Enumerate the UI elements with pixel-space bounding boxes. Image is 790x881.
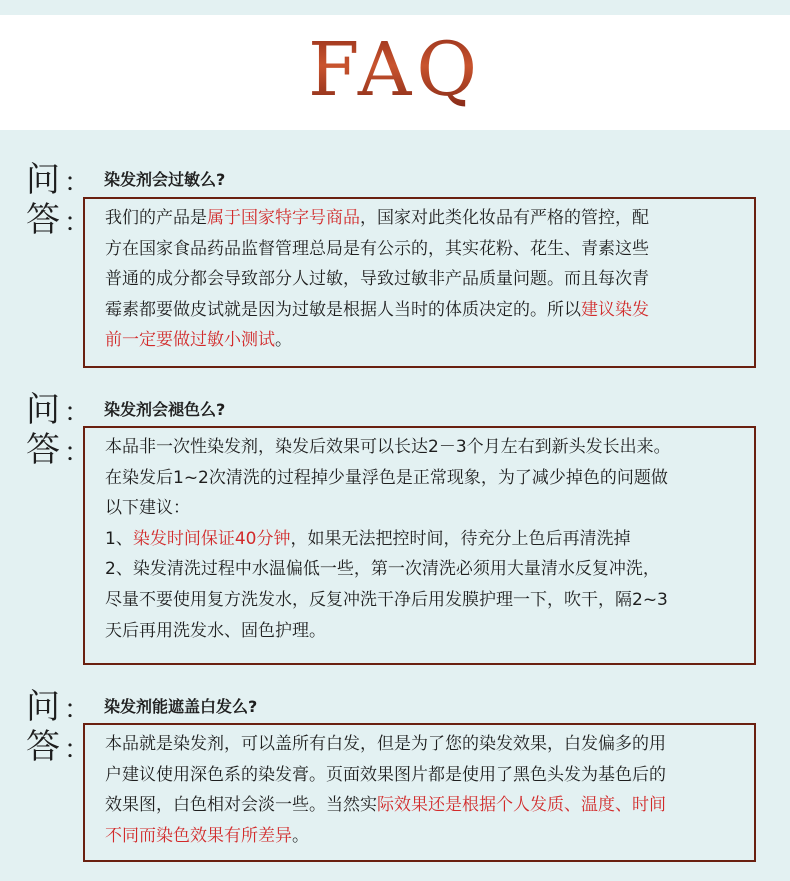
answer-line: 1、染发时间保证40分钟，如果无法把控时间，待充分上色后再清洗掉	[105, 528, 631, 549]
answer-box	[83, 426, 756, 665]
answer-box	[83, 723, 756, 862]
page-title: FAQ	[0, 24, 790, 116]
answer-line: 不同而染色效果有所差异。	[105, 825, 309, 846]
answer-line: 我们的产品是属于国家特字号商品，国家对此类化妆品有严格的管控，配	[105, 208, 649, 228]
question-text: 染发剂能遮盖白发么?	[104, 697, 258, 716]
answer-line: 霉素都要做皮试就是因为过敏是根据人当时的体质决定的。所以建议染发	[105, 299, 649, 320]
answer-line: 本品就是染发剂，可以盖所有白发，但是为了您的染发效果，白发偏多的用	[105, 734, 666, 754]
question-marker: 问 ：	[26, 160, 91, 200]
question-marker: 问 ：	[26, 390, 91, 430]
answer-line: 以下建议：	[105, 498, 190, 519]
question-text: 染发剂会过敏么?	[104, 170, 226, 189]
answer-line: 户建议使用深色系的染发膏。页面效果图片都是使用了黑色头发为基色后的	[105, 764, 666, 785]
answer-marker: 答 ：	[26, 727, 91, 767]
question-text: 染发剂会褪色么?	[104, 400, 226, 419]
answer-marker: 答 ：	[26, 430, 91, 470]
answer-line: 尽量不要使用复方洗发水，反复冲洗干净后用发膜护理一下，吹干，隔2~3	[105, 589, 668, 610]
answer-marker: 答 ：	[26, 200, 91, 240]
answer-box	[83, 197, 756, 368]
answer-line: 方在国家食品药品监督管理总局是有公示的，其实花粉、花生、青素这些	[105, 238, 649, 259]
question-marker: 问 ：	[26, 687, 91, 727]
answer-line: 前一定要做过敏小测试。	[105, 330, 292, 351]
answer-line: 普通的成分都会导致部分人过敏，导致过敏非产品质量问题。而且每次青	[105, 269, 649, 290]
answer-line: 本品非一次性染发剂，染发后效果可以长达2－3个月左右到新头发长出来。	[105, 437, 671, 457]
answer-line: 在染发后1~2次清洗的过程掉少量浮色是正常现象，为了减少掉色的问题做	[105, 467, 668, 488]
answer-line: 天后再用洗发水、固色护理。	[105, 620, 326, 641]
answer-line: 2、染发清洗过程中水温偏低一些，第一次清洗必须用大量清水反复冲洗，	[105, 559, 660, 580]
answer-line: 效果图，白色相对会淡一些。当然实际效果还是根据个人发质、温度、时间	[105, 795, 666, 816]
